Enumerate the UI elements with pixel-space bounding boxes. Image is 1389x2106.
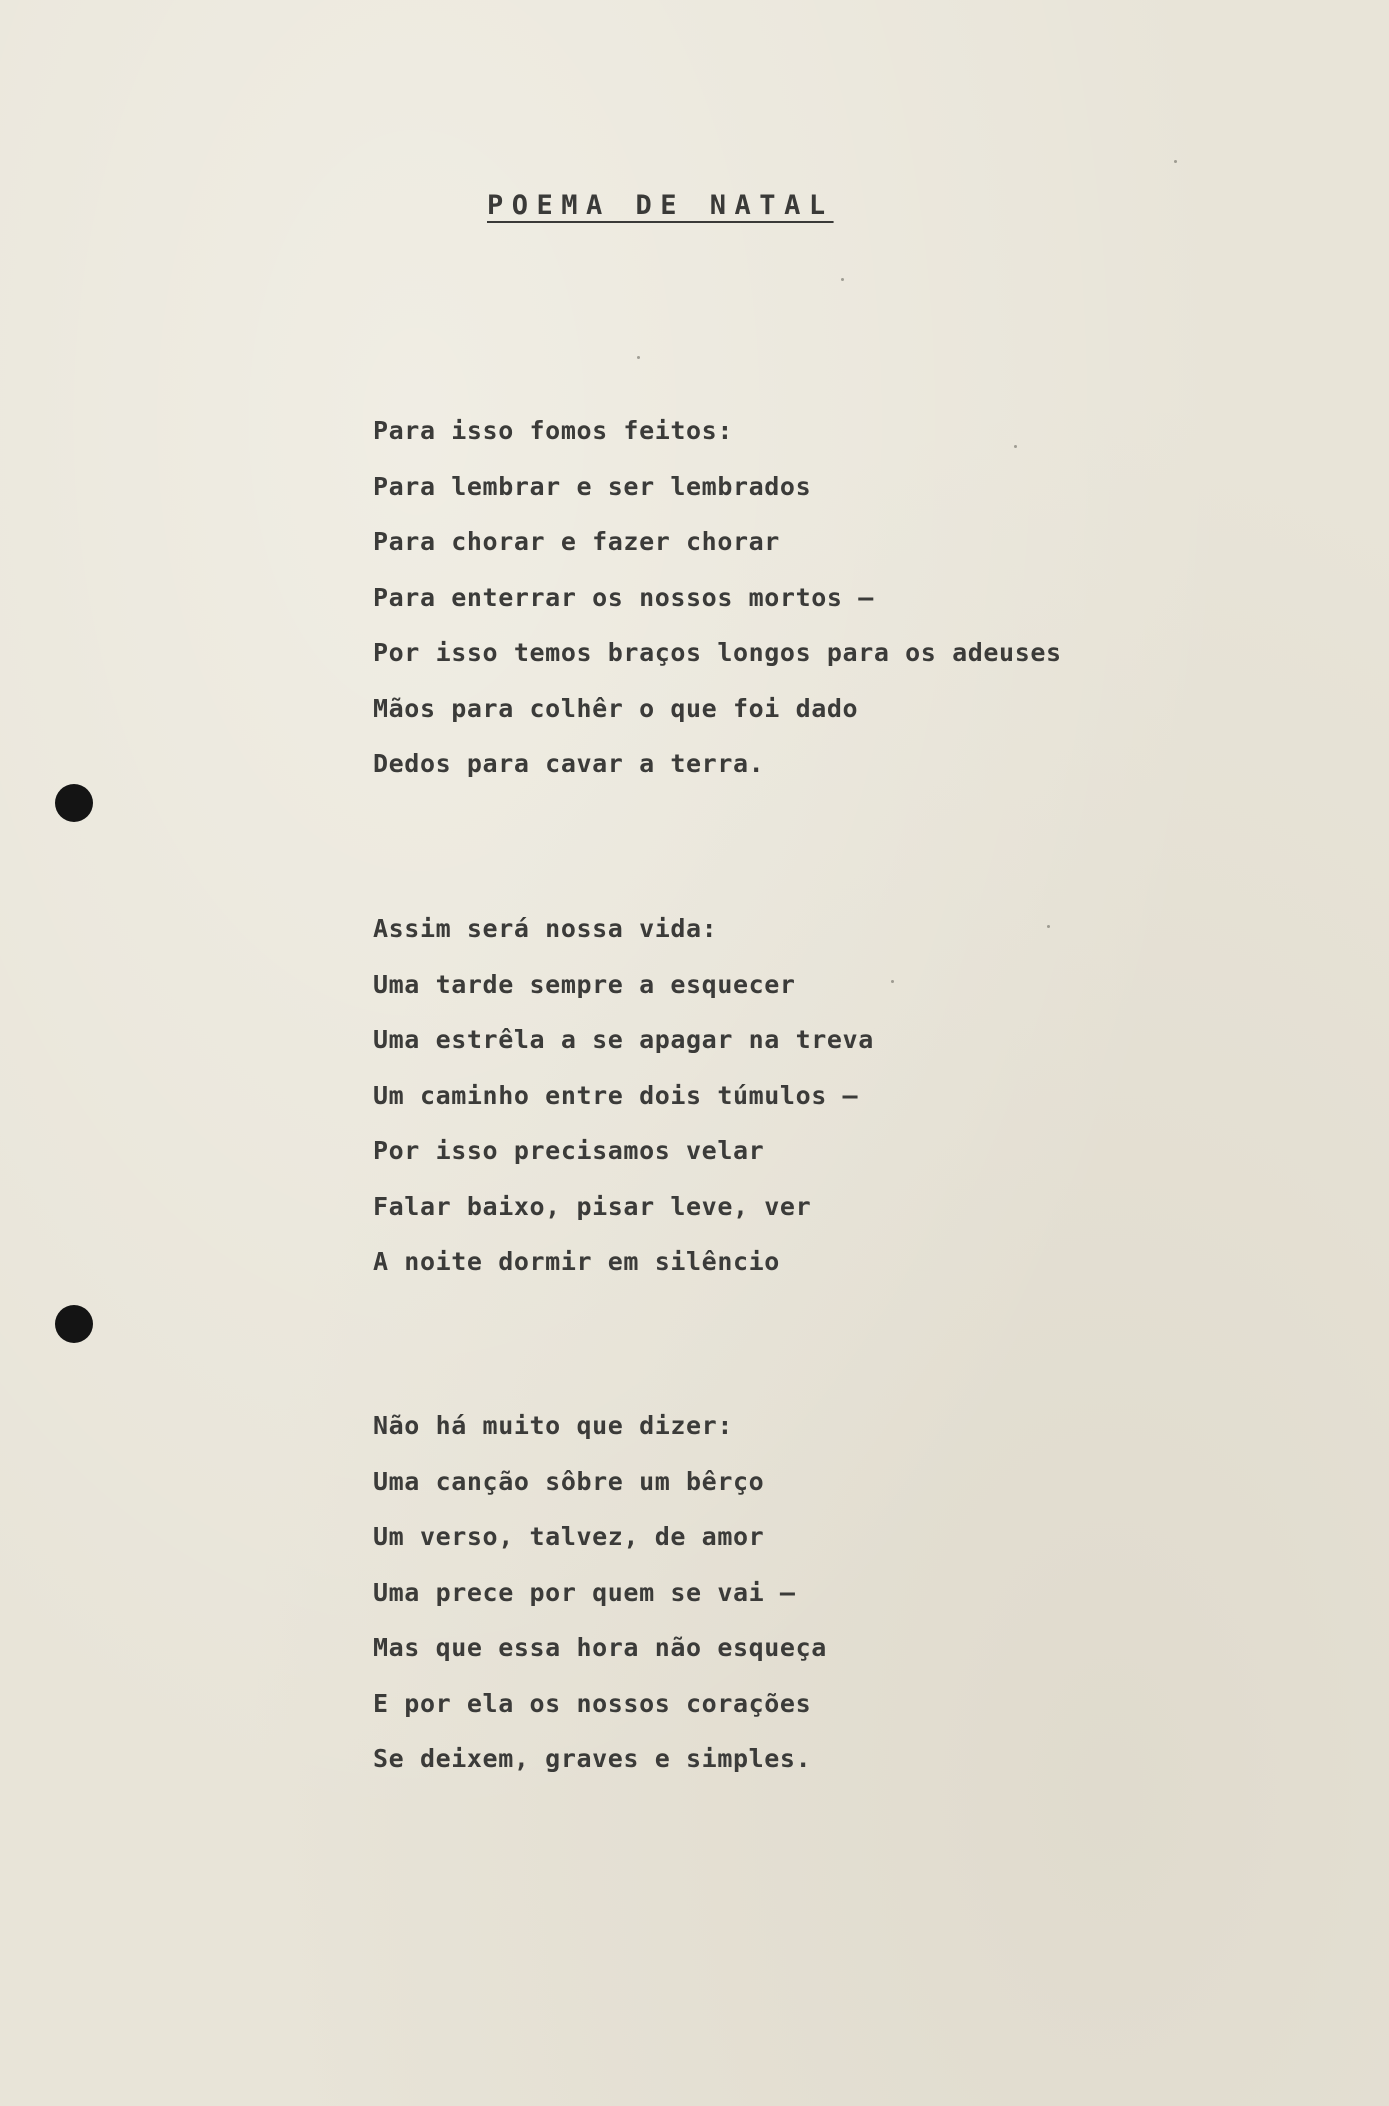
verse-line: Uma tarde sempre a esquecer <box>373 969 796 999</box>
stanza-2 <box>373 912 874 1301</box>
verse-line: A noite dormir em silêncio <box>373 1247 780 1276</box>
paper-speck <box>891 980 894 983</box>
punch-hole <box>55 1305 93 1343</box>
paper-speck <box>1174 160 1177 163</box>
verse-line: Uma canção sôbre um bêrço <box>373 1466 765 1496</box>
verse-line: Uma prece por quem se vai — <box>373 1577 796 1607</box>
verse-line: Para chorar e fazer chorar <box>373 527 780 556</box>
stanza-1 <box>373 414 1062 803</box>
verse-line: Para isso fomos feitos: <box>373 416 733 445</box>
verse-line: Falar baixo, pisar leve, ver <box>373 1191 812 1221</box>
verse-line: Para lembrar e ser lembrados <box>373 471 812 501</box>
paper-speck <box>637 356 640 359</box>
verse-line: Um verso, talvez, de amor <box>373 1522 765 1551</box>
verse-line: Mas que essa hora não esqueça <box>373 1633 827 1662</box>
verse-line: Um caminho entre dois túmulos — <box>373 1080 859 1110</box>
verse-line: Mãos para colhêr o que foi dado <box>373 693 859 723</box>
verse-line: Para enterrar os nossos mortos — <box>373 582 874 612</box>
paper-speck <box>1047 925 1050 928</box>
verse-line: Por isso precisamos velar <box>373 1136 765 1165</box>
verse-line: Dedos para cavar a terra. <box>373 749 765 778</box>
paper-speck <box>841 278 844 281</box>
verse-line: Se deixem, graves e simples. <box>373 1744 812 1773</box>
stanza-3 <box>373 1409 827 1798</box>
poem-title: POEMA DE NATAL <box>487 190 834 221</box>
verse-line: E por ela os nossos corações <box>373 1688 812 1718</box>
verse-line: Uma estrêla a se apagar na treva <box>373 1025 874 1054</box>
verse-line: Por isso temos braços longos para os adeuses <box>373 638 1062 667</box>
punch-hole <box>55 784 93 822</box>
paper-speck <box>1014 445 1017 448</box>
verse-line: Assim será nossa vida: <box>373 914 718 943</box>
verse-line: Não há muito que dizer: <box>373 1411 733 1440</box>
